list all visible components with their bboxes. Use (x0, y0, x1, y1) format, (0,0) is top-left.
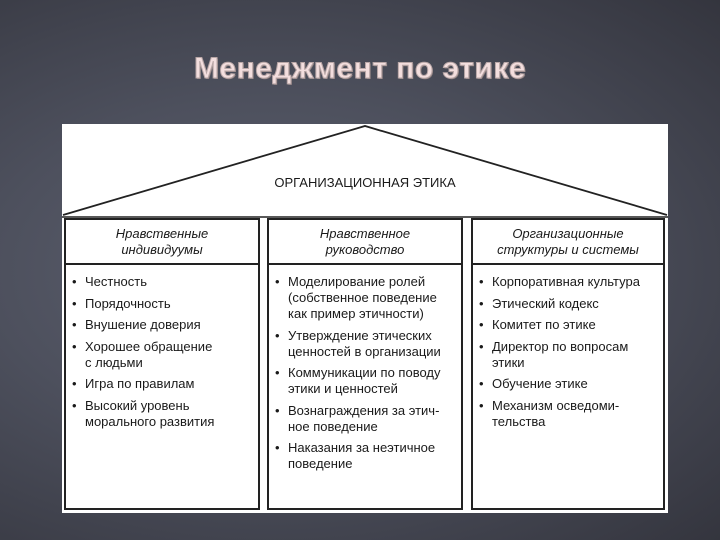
list-item-line: ценностей в организации (288, 343, 441, 359)
pillar-list (473, 265, 663, 430)
pillar-heading (269, 220, 461, 265)
list-item-line: морального развития (85, 413, 215, 429)
pillar-leadership (267, 218, 463, 510)
list-item (72, 376, 252, 392)
list-item (275, 274, 455, 322)
bullet-icon: • (72, 397, 77, 413)
list-item-line: Комитет по этике (492, 317, 596, 332)
bullet-icon: • (479, 338, 484, 354)
list-item-line: этики и ценностей (288, 381, 398, 396)
list-item-line: этики (492, 354, 525, 370)
list-item-line: Порядочность (85, 295, 171, 311)
bullet-icon: • (479, 274, 484, 289)
list-item-line: Этический кодекс (492, 295, 599, 311)
roof-shape (62, 124, 668, 219)
list-item (479, 274, 657, 290)
list-item-line: с людьми (85, 354, 143, 370)
list-item-line: Утверждение этических (288, 327, 432, 343)
list-item-line: Хорошее обращение (85, 338, 213, 354)
list-item (72, 317, 252, 333)
pillar-list (269, 265, 461, 472)
list-item-line: Коммуникации по поводу (288, 365, 441, 380)
list-item-line: Честность (85, 274, 147, 289)
list-item (72, 398, 252, 430)
bullet-icon: • (72, 274, 77, 289)
list-item-line: поведение (288, 456, 353, 471)
list-item (275, 365, 455, 397)
list-item (72, 339, 252, 371)
list-item-line: тельства (492, 413, 546, 429)
bullet-icon: • (275, 402, 280, 418)
pillar-list (66, 265, 258, 430)
bullet-icon: • (275, 327, 280, 343)
bullet-icon: • (72, 376, 77, 391)
list-item-line: Высокий уровень (85, 397, 190, 413)
pillar-heading-line: руководство (325, 241, 405, 257)
list-item (479, 296, 657, 312)
list-item-line: ное поведение (288, 418, 378, 434)
roof-label: ОРГАНИЗАЦИОННАЯ ЭТИКА (274, 175, 456, 190)
bullet-icon: • (479, 376, 484, 391)
bullet-icon: • (275, 365, 280, 380)
pillar-heading-line: Нравственные (115, 225, 209, 241)
pillar-heading-line: Организационные (512, 225, 624, 241)
list-item (479, 398, 657, 430)
bullet-icon: • (275, 440, 280, 455)
pillar-heading-line: структуры и системы (497, 241, 639, 257)
bullet-icon: • (72, 338, 77, 354)
list-item-line: Корпоративная культура (492, 274, 640, 289)
list-item-line: Внушение доверия (85, 317, 201, 332)
pillar-structures (471, 218, 665, 510)
list-item-line: Директор по вопросам (492, 338, 629, 354)
bullet-icon: • (479, 317, 484, 332)
list-item (72, 274, 252, 290)
list-item (275, 328, 455, 360)
list-item-line: (собственное поведение (288, 290, 437, 305)
bullet-icon: • (72, 295, 77, 311)
list-item (275, 440, 455, 472)
list-item (72, 296, 252, 312)
list-item-line: Вознаграждения за этич- (288, 402, 440, 418)
ethics-house-diagram (62, 124, 668, 513)
list-item (275, 403, 455, 435)
list-item (479, 376, 657, 392)
pillar-heading (66, 220, 258, 265)
list-item-line: Моделирование ролей (288, 274, 426, 289)
bullet-icon: • (479, 295, 484, 311)
bullet-icon: • (479, 397, 484, 413)
list-item (479, 317, 657, 333)
pillar-heading-line: Нравственное (319, 225, 411, 241)
pillar-heading-line: индивидуумы (121, 241, 203, 257)
bullet-icon: • (72, 317, 77, 332)
list-item-line: Обучение этике (492, 376, 588, 391)
list-item-line: Наказания за неэтичное (288, 440, 436, 455)
list-item-line: Игра по правилам (85, 376, 195, 391)
list-item-line: как пример этичности) (288, 306, 424, 321)
list-item-line: Механизм осведоми- (492, 397, 620, 413)
slide-title: Менеджмент по этике (193, 52, 527, 85)
bullet-icon: • (275, 274, 280, 289)
list-item (479, 339, 657, 371)
pillar-heading (473, 220, 663, 265)
pillar-individuals (64, 218, 260, 510)
